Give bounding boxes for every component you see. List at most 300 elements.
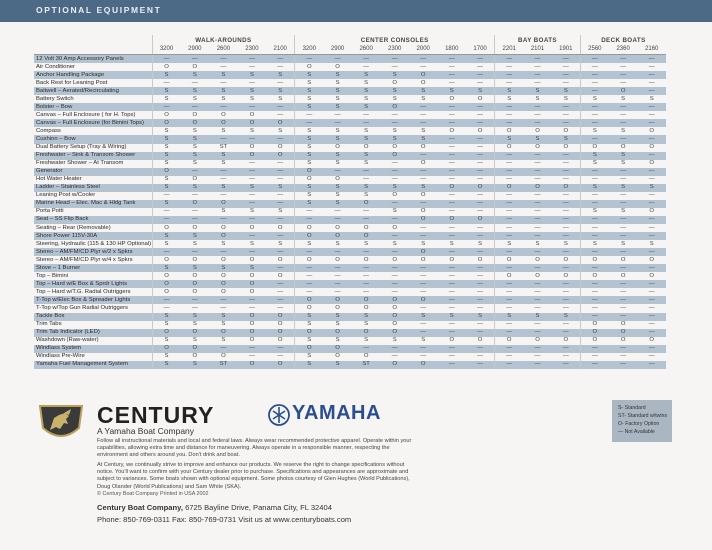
availability-cell: — xyxy=(495,232,524,240)
availability-cell: — xyxy=(209,176,238,184)
availability-cell: S xyxy=(466,240,495,248)
availability-cell: O xyxy=(552,272,581,280)
feature-name: Cushion – Bow xyxy=(34,135,152,143)
availability-cell: — xyxy=(495,192,524,200)
availability-cell: S xyxy=(352,71,381,79)
availability-cell: O xyxy=(409,256,438,264)
availability-cell: — xyxy=(637,168,666,176)
safety-paragraph: Follow all instructional materials and local and federal laws. Always wear recommended protective apparel. Operate within your capabilities, allowing extra time and distance for maneuvering. Always operate in a responsible manner, respecting the environment and others around you. Don't drink and boat. xyxy=(97,438,412,459)
availability-cell: — xyxy=(209,168,238,176)
availability-cell: — xyxy=(380,119,409,127)
availability-cell: — xyxy=(437,160,466,168)
availability-cell: O xyxy=(523,272,552,280)
availability-cell: S xyxy=(495,313,524,321)
availability-cell: — xyxy=(637,313,666,321)
availability-cell: S xyxy=(637,95,666,103)
availability-cell: — xyxy=(637,152,666,160)
availability-cell: — xyxy=(580,345,609,353)
availability-cell: — xyxy=(266,353,295,361)
availability-cell: S xyxy=(323,160,352,168)
availability-cell: — xyxy=(181,55,210,64)
availability-cell: S xyxy=(152,95,181,103)
availability-cell: O xyxy=(238,361,267,369)
feature-name: Hot Water Heater xyxy=(34,176,152,184)
yamaha-tuning-fork-icon xyxy=(268,404,290,426)
model-header: 2300 xyxy=(380,45,409,55)
availability-cell: — xyxy=(466,103,495,111)
availability-cell: S xyxy=(495,135,524,143)
availability-cell: — xyxy=(380,63,409,71)
availability-cell: — xyxy=(380,248,409,256)
availability-cell: O xyxy=(323,63,352,71)
table-row xyxy=(34,79,666,87)
feature-name: Windlass Pre-Wire xyxy=(34,353,152,361)
availability-cell: — xyxy=(580,232,609,240)
model-header: 2560 xyxy=(580,45,609,55)
availability-cell: — xyxy=(637,361,666,369)
availability-cell: O xyxy=(181,63,210,71)
availability-cell: — xyxy=(323,168,352,176)
availability-cell: O xyxy=(209,353,238,361)
availability-cell: — xyxy=(352,168,381,176)
availability-cell: — xyxy=(409,232,438,240)
availability-cell: — xyxy=(352,264,381,272)
availability-cell: O xyxy=(466,256,495,264)
availability-cell: — xyxy=(552,248,581,256)
availability-cell: — xyxy=(552,208,581,216)
availability-cell: — xyxy=(152,192,181,200)
availability-cell: O xyxy=(181,256,210,264)
availability-cell: S xyxy=(295,192,324,200)
availability-cell: — xyxy=(238,296,267,304)
availability-cell: — xyxy=(437,280,466,288)
availability-cell: O xyxy=(409,71,438,79)
availability-cell: S xyxy=(295,353,324,361)
availability-cell: S xyxy=(380,71,409,79)
availability-cell: S xyxy=(323,321,352,329)
availability-cell: — xyxy=(609,361,638,369)
availability-cell: O xyxy=(266,361,295,369)
availability-cell: S xyxy=(380,240,409,248)
availability-cell: — xyxy=(238,304,267,312)
availability-cell: S xyxy=(181,184,210,192)
availability-cell: O xyxy=(209,111,238,119)
availability-cell: S xyxy=(323,192,352,200)
availability-cell: S xyxy=(152,240,181,248)
availability-cell: — xyxy=(523,79,552,87)
availability-cell: — xyxy=(637,216,666,224)
availability-cell: — xyxy=(437,296,466,304)
availability-cell: — xyxy=(238,353,267,361)
availability-cell: — xyxy=(295,288,324,296)
availability-cell: — xyxy=(238,216,267,224)
availability-cell: O xyxy=(609,256,638,264)
availability-cell: — xyxy=(609,103,638,111)
availability-cell: — xyxy=(466,200,495,208)
availability-cell: — xyxy=(580,200,609,208)
availability-cell: — xyxy=(637,55,666,64)
availability-cell: O xyxy=(238,321,267,329)
availability-cell: — xyxy=(609,176,638,184)
feature-name: Back Rest for Leaning Post xyxy=(34,79,152,87)
availability-cell: O xyxy=(295,296,324,304)
availability-cell: — xyxy=(437,111,466,119)
availability-cell: — xyxy=(266,264,295,272)
model-header-row xyxy=(34,45,666,55)
availability-cell: — xyxy=(295,55,324,64)
availability-cell: S xyxy=(552,135,581,143)
availability-cell: — xyxy=(380,345,409,353)
availability-cell: S xyxy=(380,135,409,143)
availability-cell: O xyxy=(495,337,524,345)
availability-cell: — xyxy=(352,55,381,64)
availability-cell: O xyxy=(380,224,409,232)
availability-cell: S xyxy=(295,144,324,152)
availability-cell: O xyxy=(238,313,267,321)
table-row xyxy=(34,95,666,103)
availability-cell: — xyxy=(495,79,524,87)
availability-cell: — xyxy=(437,264,466,272)
availability-cell: O xyxy=(552,127,581,135)
availability-cell: — xyxy=(637,176,666,184)
availability-cell: O xyxy=(181,111,210,119)
availability-cell: — xyxy=(523,55,552,64)
availability-cell: — xyxy=(637,79,666,87)
availability-cell: S xyxy=(152,321,181,329)
availability-cell: — xyxy=(523,296,552,304)
page-title: OPTIONAL EQUIPMENT xyxy=(36,5,162,15)
table-row xyxy=(34,353,666,361)
availability-cell: — xyxy=(580,103,609,111)
availability-cell: O xyxy=(323,353,352,361)
availability-cell: O xyxy=(380,144,409,152)
availability-cell: — xyxy=(437,208,466,216)
feature-name: Baitwell – Aerated/Recirculating xyxy=(34,87,152,95)
availability-cell: — xyxy=(637,280,666,288)
availability-cell: O xyxy=(466,337,495,345)
availability-cell: O xyxy=(637,144,666,152)
availability-cell: O xyxy=(352,256,381,264)
availability-cell: — xyxy=(209,79,238,87)
availability-cell: — xyxy=(580,288,609,296)
availability-cell: S xyxy=(295,321,324,329)
availability-cell: — xyxy=(323,111,352,119)
availability-cell: S xyxy=(209,127,238,135)
availability-cell: O xyxy=(181,329,210,337)
availability-cell: — xyxy=(580,361,609,369)
availability-cell: — xyxy=(523,119,552,127)
availability-cell: — xyxy=(495,168,524,176)
availability-cell: — xyxy=(437,152,466,160)
availability-cell: — xyxy=(466,353,495,361)
availability-cell: — xyxy=(580,55,609,64)
availability-cell: — xyxy=(437,321,466,329)
availability-cell: — xyxy=(495,304,524,312)
feature-name: Windlass System xyxy=(34,345,152,353)
availability-cell: O xyxy=(181,288,210,296)
availability-cell: S xyxy=(580,184,609,192)
availability-cell: — xyxy=(552,353,581,361)
availability-cell: O xyxy=(380,256,409,264)
feature-name: Ladder – Stainless Steel xyxy=(34,184,152,192)
availability-cell: — xyxy=(209,103,238,111)
availability-cell: — xyxy=(523,152,552,160)
equipment-rows xyxy=(34,55,666,369)
feature-name: Tackle Box xyxy=(34,313,152,321)
table-row xyxy=(34,168,666,176)
model-header: 2100 xyxy=(266,45,295,55)
availability-cell: — xyxy=(523,63,552,71)
availability-cell: — xyxy=(409,288,438,296)
availability-cell: S xyxy=(352,127,381,135)
availability-cell: — xyxy=(552,216,581,224)
availability-cell: — xyxy=(580,168,609,176)
availability-cell: — xyxy=(295,119,324,127)
availability-cell: — xyxy=(609,119,638,127)
availability-cell: O xyxy=(523,184,552,192)
availability-cell: — xyxy=(637,264,666,272)
availability-cell: — xyxy=(437,79,466,87)
availability-cell: O xyxy=(409,361,438,369)
header-bar xyxy=(0,0,712,22)
feature-name: 12 Volt 30 Amp Accessory Panels xyxy=(34,55,152,64)
availability-cell: S xyxy=(295,240,324,248)
availability-cell: S xyxy=(409,313,438,321)
availability-cell: S xyxy=(209,184,238,192)
contact-line: Phone: 850-769-0311 Fax: 850-769-0731 Visit us at www.centuryboats.com xyxy=(97,515,352,524)
model-header: 2600 xyxy=(352,45,381,55)
group-deck-boats: DECK BOATS xyxy=(580,35,666,45)
availability-cell: O xyxy=(323,144,352,152)
feature-header-spacer xyxy=(34,35,152,45)
availability-cell: — xyxy=(409,272,438,280)
availability-cell: O xyxy=(323,345,352,353)
availability-cell: O xyxy=(238,256,267,264)
availability-cell: — xyxy=(580,216,609,224)
availability-cell: S xyxy=(323,337,352,345)
availability-cell: — xyxy=(409,103,438,111)
table-row xyxy=(34,119,666,127)
availability-cell: — xyxy=(580,176,609,184)
availability-cell: — xyxy=(523,111,552,119)
availability-cell: — xyxy=(409,224,438,232)
feature-name: Stove – 1 Burner xyxy=(34,264,152,272)
availability-cell: — xyxy=(437,224,466,232)
availability-cell: O xyxy=(266,272,295,280)
availability-cell: S xyxy=(495,240,524,248)
availability-cell: S xyxy=(352,152,381,160)
availability-cell: O xyxy=(437,216,466,224)
table-row xyxy=(34,256,666,264)
availability-cell: — xyxy=(637,103,666,111)
availability-cell: O xyxy=(437,127,466,135)
availability-cell: — xyxy=(580,304,609,312)
model-header: 2000 xyxy=(409,45,438,55)
availability-cell: — xyxy=(637,232,666,240)
street-address: 6725 Bayline Drive, Panama City, FL 32404 xyxy=(185,503,332,512)
table-row xyxy=(34,176,666,184)
table-row xyxy=(34,200,666,208)
table-row xyxy=(34,208,666,216)
availability-cell: O xyxy=(295,256,324,264)
availability-cell: — xyxy=(323,119,352,127)
availability-cell: S xyxy=(352,79,381,87)
availability-cell: — xyxy=(637,296,666,304)
availability-cell: S xyxy=(323,313,352,321)
availability-cell: S xyxy=(352,87,381,95)
availability-cell: S xyxy=(409,87,438,95)
availability-cell: S xyxy=(637,240,666,248)
availability-cell: S xyxy=(181,240,210,248)
availability-cell: O xyxy=(323,329,352,337)
availability-cell: S xyxy=(266,208,295,216)
availability-cell: — xyxy=(266,103,295,111)
availability-cell: O xyxy=(352,200,381,208)
table-row xyxy=(34,103,666,111)
availability-cell: O xyxy=(466,127,495,135)
availability-cell: S xyxy=(181,321,210,329)
availability-cell: S xyxy=(209,152,238,160)
availability-cell: S xyxy=(637,184,666,192)
availability-cell: — xyxy=(609,313,638,321)
table-row xyxy=(34,144,666,152)
availability-cell: — xyxy=(409,280,438,288)
availability-cell: — xyxy=(380,200,409,208)
availability-cell: S xyxy=(295,135,324,143)
availability-cell: — xyxy=(580,79,609,87)
availability-cell: S xyxy=(523,87,552,95)
availability-cell: O xyxy=(352,329,381,337)
availability-cell: — xyxy=(380,264,409,272)
table-row xyxy=(34,361,666,369)
availability-cell: — xyxy=(466,135,495,143)
availability-cell: — xyxy=(523,160,552,168)
availability-cell: — xyxy=(380,232,409,240)
availability-cell: — xyxy=(181,296,210,304)
availability-cell: — xyxy=(552,288,581,296)
availability-cell: O xyxy=(437,184,466,192)
availability-cell: — xyxy=(295,208,324,216)
availability-cell: — xyxy=(352,288,381,296)
availability-cell: — xyxy=(437,353,466,361)
availability-cell: O xyxy=(209,329,238,337)
table-row xyxy=(34,87,666,95)
availability-cell: — xyxy=(637,200,666,208)
availability-cell: — xyxy=(495,321,524,329)
availability-cell: — xyxy=(238,103,267,111)
availability-cell: — xyxy=(609,135,638,143)
availability-cell: — xyxy=(523,345,552,353)
availability-cell: — xyxy=(466,176,495,184)
feature-name: Anchor Handling Package xyxy=(34,71,152,79)
availability-cell: O xyxy=(609,272,638,280)
availability-cell: — xyxy=(580,111,609,119)
availability-cell: — xyxy=(580,135,609,143)
availability-cell: S xyxy=(295,127,324,135)
availability-cell: S xyxy=(580,160,609,168)
availability-cell: O xyxy=(181,176,210,184)
availability-cell: — xyxy=(552,71,581,79)
availability-cell: O xyxy=(152,63,181,71)
availability-cell: — xyxy=(380,288,409,296)
availability-cell: — xyxy=(437,192,466,200)
availability-cell: — xyxy=(637,71,666,79)
table-row xyxy=(34,152,666,160)
availability-cell: O xyxy=(238,337,267,345)
availability-cell: O xyxy=(152,224,181,232)
availability-cell: O xyxy=(409,144,438,152)
availability-cell: — xyxy=(295,248,324,256)
century-wordmark: CENTURY xyxy=(97,402,215,428)
copyright-notice: © Century Boat Company Printed in USA 2002 xyxy=(97,491,209,497)
availability-cell: S xyxy=(552,95,581,103)
availability-cell: O xyxy=(609,321,638,329)
availability-cell: — xyxy=(266,160,295,168)
availability-cell: O xyxy=(295,232,324,240)
availability-cell: S xyxy=(152,184,181,192)
availability-cell: — xyxy=(495,208,524,216)
availability-cell: O xyxy=(352,296,381,304)
availability-cell: — xyxy=(495,200,524,208)
availability-cell: — xyxy=(466,248,495,256)
availability-cell: O xyxy=(181,119,210,127)
availability-cell: O xyxy=(238,288,267,296)
availability-cell: — xyxy=(523,361,552,369)
availability-cell: S xyxy=(152,71,181,79)
availability-cell: S xyxy=(380,337,409,345)
availability-cell: — xyxy=(437,71,466,79)
group-center-consoles: CENTER CONSOLES xyxy=(295,35,495,45)
availability-cell: O xyxy=(266,337,295,345)
availability-cell: — xyxy=(552,200,581,208)
availability-cell: S xyxy=(181,313,210,321)
availability-cell: S xyxy=(209,264,238,272)
availability-cell: O xyxy=(323,232,352,240)
availability-cell: — xyxy=(380,168,409,176)
availability-cell: S xyxy=(609,152,638,160)
availability-cell: — xyxy=(552,168,581,176)
availability-cell: S xyxy=(181,152,210,160)
feature-name: Seating – Rear (Removable) xyxy=(34,224,152,232)
model-header: 1901 xyxy=(552,45,581,55)
availability-cell: S xyxy=(238,87,267,95)
legend-factory-option: O- Factory Option xyxy=(618,421,660,427)
availability-cell: — xyxy=(466,280,495,288)
availability-cell: — xyxy=(295,280,324,288)
availability-cell: — xyxy=(637,288,666,296)
table-row xyxy=(34,71,666,79)
feature-name: Canvas – Full Enclosure ( for H. Tops) xyxy=(34,111,152,119)
availability-cell: — xyxy=(238,345,267,353)
availability-cell: — xyxy=(323,280,352,288)
availability-cell: — xyxy=(580,280,609,288)
legend-not-available: — Not Available xyxy=(618,429,655,435)
availability-cell: O xyxy=(209,272,238,280)
table-row xyxy=(34,345,666,353)
availability-cell: S xyxy=(380,184,409,192)
availability-cell: S xyxy=(209,95,238,103)
availability-cell: S xyxy=(295,160,324,168)
availability-cell: S xyxy=(352,135,381,143)
table-row xyxy=(34,216,666,224)
availability-cell: — xyxy=(523,192,552,200)
availability-cell: — xyxy=(609,232,638,240)
availability-cell: S xyxy=(580,240,609,248)
availability-cell: — xyxy=(209,135,238,143)
availability-cell: — xyxy=(552,280,581,288)
availability-cell: — xyxy=(495,216,524,224)
availability-cell: S xyxy=(152,264,181,272)
